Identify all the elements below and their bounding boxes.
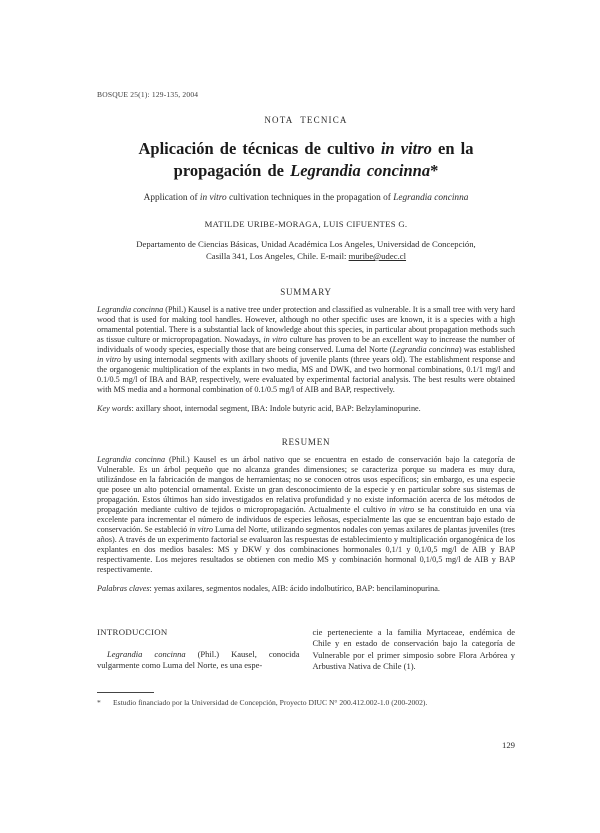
introduction-right-column [313, 627, 516, 672]
footnote-marker: * [97, 698, 101, 708]
affiliation-block [97, 238, 515, 262]
authors-line: MATILDE URIBE-MORAGA, LUIS CIFUENTES G. [204, 219, 408, 229]
resumen-keywords: Palabras claves: yemas axilares, segmentos nodales, AIB: ácido indolbutírico, BAP: bencilaminopurina. [97, 584, 440, 593]
journal-running-header: BOSQUE 25(1): 129-135, 2004 [97, 90, 199, 99]
introduction-left-column [97, 627, 300, 672]
article-subtitle-english: Application of in vitro cultivation techniques in the propagation of Legrandia concinna [143, 193, 469, 203]
introduction-heading: INTRODUCCION [97, 627, 168, 637]
resumen-paragraph: Legrandia concinna (Phil.) Kausel es un árbol nativo que se encuentra en estado de conservación bajo la categoría de Vulnerable. Es un árbol pequeño que no alcanza grandes dimensiones; se caracteriza porque su madera es muy dura, utilizándose en la fabricación de mangos de herramientas; no se conocen otros usos específicos; sin embargo, es una especie que posee un alto potencial ornamental. Existe un gran desconocimiento de la especie y en particular sobre sus sistemas de propagación. Estos últimos han sido investigados en relativa profundidad y no existe información acerca de los métodos de propagación mediante cultivo de tejidos o micropropagación. Actualmente el cultivo in vitro se ha constituido en una vía excelente para incrementar el número de individuos de especies leñosas, especialmente las que se encuentran bajo estado de conservación. Se estableció in vitro Luma del Norte, utilizando segmentos nodales con yemas axilares de plantas juveniles (tres años). A través de un experimento factorial se evaluaron las respuestas de establecimiento y multiplicación organogénica de los explantes en dos medios basales: MS y DKW y dos combinaciones hormonales 0,1/1 y 0,1/0,5 mg/l de AIB y BAP respectivamente. Los mejores resultados se obtienen con medio MS y combinación hormonal 0,1/0,5 mg/l de AIB y BAP respectivamente. [97, 455, 515, 574]
footnote [97, 698, 515, 708]
resumen-heading: RESUMEN [281, 437, 331, 447]
introduction-left-paragraph: Legrandia concinna (Phil.) Kausel, conocida vulgarmente como Luma del Norte, es una espe- [97, 649, 300, 671]
page-number: 129 [501, 740, 515, 750]
affiliation-line-1: Departamento de Ciencias Básicas, Unidad Académica Los Angeles, Universidad de Concepción, [136, 239, 476, 249]
footnote-text: Estudio financiado por la Universidad de Concepción, Proyecto DIUC N° 200.412.002-1.0 (200-2002). [113, 698, 428, 708]
article-title-line-2: propagación de Legrandia concinna* [173, 161, 439, 180]
summary-heading: SUMMARY [280, 287, 332, 297]
affiliation-line-2: Casilla 341, Los Angeles, Chile. E-mail: [205, 251, 349, 261]
article-kicker: NOTA TECNICA [264, 115, 348, 125]
introduction-right-paragraph: cie perteneciente a la familia Myrtaceae, endémica de Chile y en estado de conservación bajo la categoría de Vulnerable por el primer simposio sobre Flora Arbórea y Arbustiva Nativa de Chile (1). [312, 627, 515, 671]
introduction-section [97, 627, 515, 672]
footnote-rule [97, 692, 154, 693]
article-title [97, 138, 515, 182]
article-title-line-1: Aplicación de técnicas de cultivo in vitro en la [138, 139, 474, 158]
summary-paragraph: Legrandia concinna (Phil.) Kausel is a native tree under protection and classified as vulnerable. It is a small tree with very hard wood that is used for making tool handles. However, although no other specific uses are known, it is a species with a high ornamental potential. There is a substantial lack of knowledge about this species, in particular about propagation methods such as tissue culture or micropropagation. Nowadays, in vitro culture has proven to be an excellent way to increase the number of individuals of woody species, especially those that are being conserved. Luma del Norte (Legrandia concinna) was established in vitro by using internodal segments with axillary shoots of juvenile plants (three years old). The establishment response and the organogenic multiplication of the explants in two media, MS and DWK, and two hormonal combinations, 0.1/1 mg/l and 0.1/0.5 mg/l of IBA and BAP, respectively, were evaluated by experimental factorial analysis. The best results were obtained with MS media and a hormonal combination of 0.1/0.5 mg/l of AIB and BAP, respectively. [97, 305, 516, 394]
email-link[interactable]: muribe@udec.cl [348, 251, 407, 261]
summary-keywords: Key words: axillary shoot, internodal segment, IBA: Indole butyric acid, BAP: Belzylaminopurine. [97, 404, 421, 413]
